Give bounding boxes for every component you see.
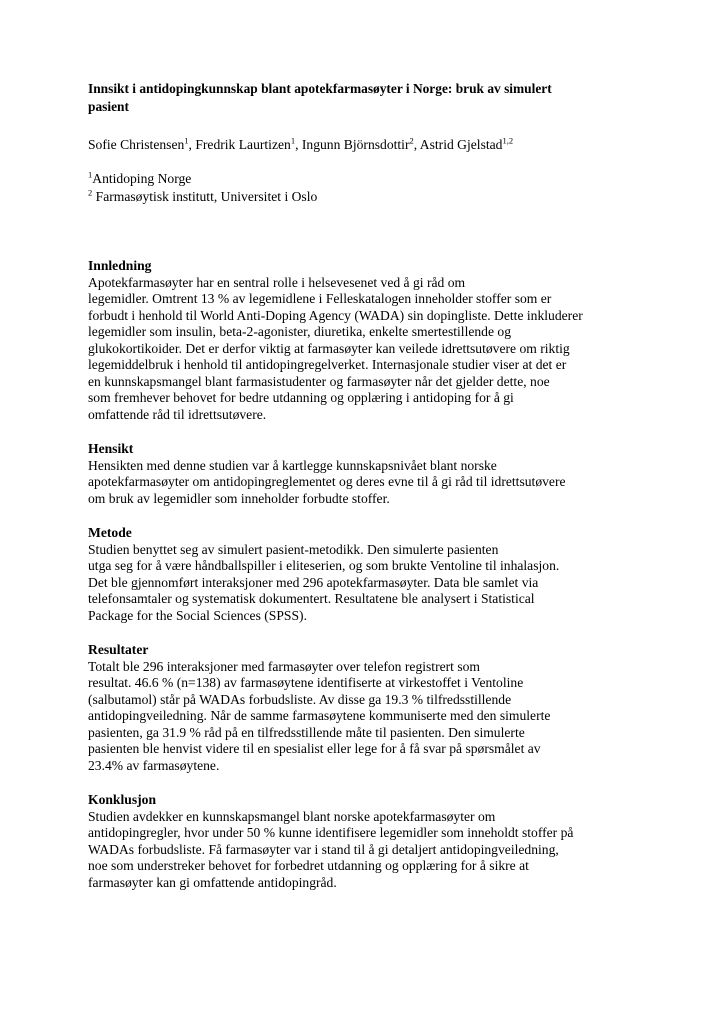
section-heading: Innledning: [88, 258, 152, 273]
author-list: [88, 136, 648, 154]
section-konklusjon: [88, 792, 648, 891]
author-name: Ingunn Björnsdottir: [301, 137, 410, 152]
body-text-line: forbudt i henhold til World Anti-Doping Agency (WADA) sin dopingliste. Dette inkluderer: [88, 307, 583, 323]
body-text-line: Studien benyttet seg av simulert pasient-metodikk. Den simulerte pasienten: [88, 541, 499, 557]
body-text-line: Hensikten med denne studien var å kartlegge kunnskapsnivået blant norske: [88, 457, 497, 473]
author-affiliation-mark: 1,2: [502, 135, 514, 146]
document-page: [88, 80, 648, 891]
body-text-line: farmasøyter kan gi omfattende antidopingråd.: [88, 874, 337, 890]
affiliation: [88, 170, 648, 188]
body-text-line: pasienten, ga 31.9 % råd på en tilfredsstillende måte til pasienten. Den simulerte: [88, 724, 525, 740]
affiliation-mark: 1: [88, 169, 93, 180]
body-text-line: noe som understreker behovet for forbedret utdanning og opplæring for å sikre at: [88, 858, 529, 873]
title-line: Innsikt i antidopingkunnskap blant apotekfarmasøyter i Norge: bruk av simulert: [88, 81, 552, 96]
author-affiliation-mark: 1: [290, 135, 296, 146]
author: [88, 137, 189, 152]
body-text-line: resultat. 46.6 % (n=138) av farmasøytene identifiserte at virkestoffet i Ventoline: [88, 675, 524, 690]
affiliation-mark: 2: [88, 187, 93, 198]
body-text-line: pasienten ble henvist videre til en spesialist eller lege for å få svar på spørsmålet av: [88, 741, 541, 756]
author-separator: ,: [295, 137, 302, 152]
body-text-line: Studien avdekker en kunnskapsmangel blant norske apotekfarmasøyter om: [88, 808, 496, 824]
author-separator: ,: [188, 137, 196, 152]
affiliation-list: [88, 170, 648, 206]
section-heading: Metode: [88, 525, 132, 540]
paper-title: [88, 80, 648, 116]
section-heading: Hensikt: [88, 441, 134, 456]
section-heading: Konklusjon: [88, 792, 157, 807]
body-text-line: om bruk av legemidler som inneholder forbudte stoffer.: [88, 490, 390, 506]
author-separator: ,: [413, 137, 420, 152]
section-resultater: [88, 642, 648, 774]
body-text-line: legemidler. Omtrent 13 % av legemidlene i Felleskatalogen inneholder stoffer som er: [88, 291, 552, 306]
author: [302, 137, 414, 152]
body-text-line: Package for the Social Sciences (SPSS).: [88, 607, 307, 623]
author-name: Astrid Gjelstad: [419, 137, 503, 152]
body-text-line: legemiddelbruk i henhold til antidopingregelverket. Internasjonale studier viser at det er: [88, 357, 567, 372]
body-text-line: omfattende råd til idrettsutøvere.: [88, 406, 267, 422]
body-text-line: antidopingregler, hvor under 50 % kunne identifisere legemidler som inneholdt stoffer på: [88, 825, 574, 840]
affiliation-text: Antidoping Norge: [92, 171, 192, 186]
author-affiliation-mark: 2: [409, 135, 414, 146]
body-text-line: utga seg for å være håndballspiller i eliteserien, og som brukte Ventoline til inhalasjon.: [88, 558, 560, 573]
body-text-line: legemidler som insulin, beta-2-agonister, diuretika, enkelte smertestillende og: [88, 324, 512, 339]
author-name: Sofie Christensen: [88, 137, 185, 152]
author: [195, 137, 295, 152]
affiliation-text: Farmasøytisk institutt, Universitet i Oslo: [92, 189, 318, 204]
body-text-line: (salbutamol) står på WADAs forbudsliste. Av disse ga 19.3 % tilfredsstillende: [88, 691, 512, 707]
section-innledning: [88, 258, 648, 423]
body-text-line: en kunnskapsmangel blant farmasistudenter og farmasøyter når det gjelder dette, noe: [88, 373, 550, 389]
body-text-line: Det ble gjennomført interaksjoner med 296 apotekfarmasøyter. Data ble samlet via: [88, 574, 539, 590]
body-text-line: Apotekfarmasøyter har en sentral rolle i helsevesenet ved å gi råd om: [88, 274, 466, 290]
section-metode: [88, 525, 648, 624]
section-hensikt: [88, 441, 648, 507]
author-name: Fredrik Laurtizen: [195, 137, 291, 152]
author: [420, 137, 513, 152]
title-line: pasient: [88, 99, 129, 114]
body-text-line: 23.4% av farmasøytene.: [88, 757, 220, 773]
section-heading: Resultater: [88, 642, 149, 657]
body-text-line: WADAs forbudsliste. Få farmasøyter var i stand til å gi detaljert antidopingveiledning,: [88, 841, 559, 857]
body-text-line: som fremhever behovet for bedre utdanning og opplæring i antidoping for å gi: [88, 390, 514, 405]
affiliation: [88, 188, 648, 206]
body-text-line: telefonsamtaler og systematisk dokumentert. Resultatene ble analysert i Statistical: [88, 591, 535, 606]
body-text-line: apotekfarmasøyter om antidopingreglementet og deres evne til å gi råd til idrettsutøvere: [88, 474, 566, 489]
author-affiliation-mark: 1: [184, 135, 189, 146]
abstract-body: [88, 258, 648, 891]
body-text-line: glukokortikoider. Det er derfor viktig at farmasøyter kan veilede idrettsutøvere om riktig: [88, 340, 570, 356]
body-text-line: antidopingveiledning. Når de samme farmasøytene kommuniserte med den simulerte: [88, 708, 551, 723]
body-text-line: Totalt ble 296 interaksjoner med farmasøyter over telefon registrert som: [88, 658, 481, 674]
